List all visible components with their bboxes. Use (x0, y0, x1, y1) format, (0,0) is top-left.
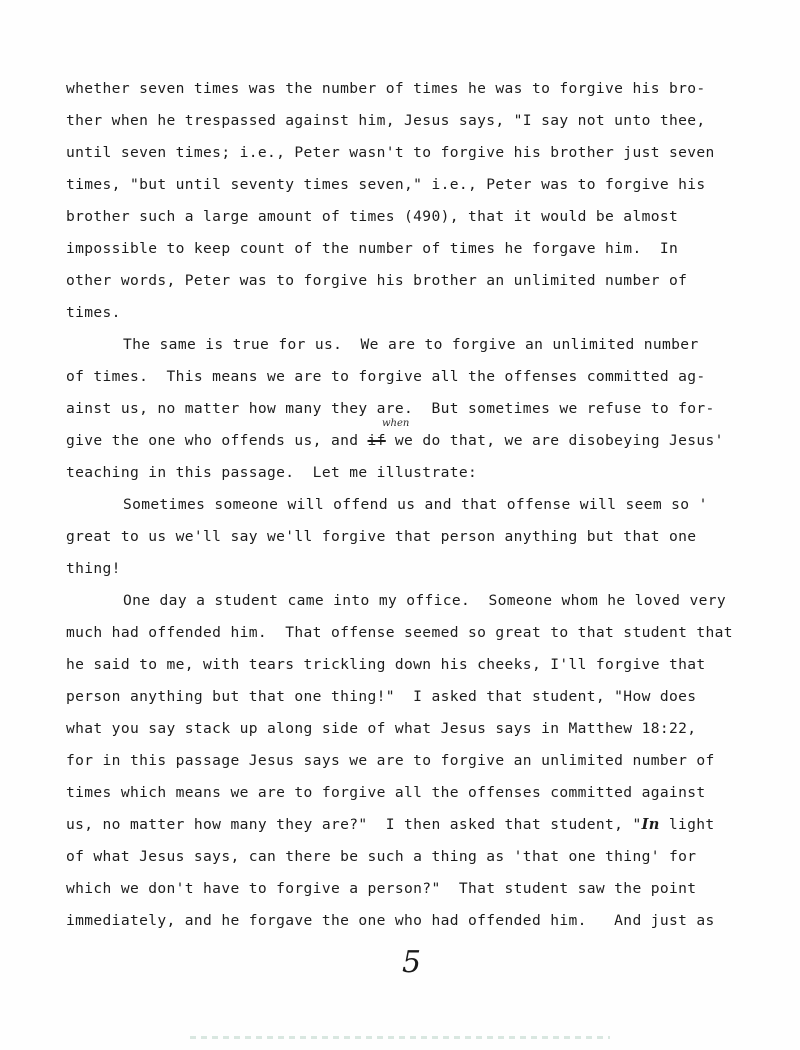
text-line-15: great to us we'll say we'll forgive that person anything but that one (66, 528, 697, 545)
text-line-23: times which means we are to forgive all the offenses committed against (66, 784, 706, 801)
text-line-11: ainst us, no matter how many they are. But sometimes we refuse to for- (66, 400, 715, 417)
text-line-27: immediately, and he forgave the one who had offended him. And just as (66, 912, 715, 929)
text-line-20: person anything but that one thing!" I asked that student, "How does (66, 688, 697, 705)
text-line-12 (66, 432, 724, 450)
struck-word-if: if (367, 432, 386, 449)
text-line-9: The same is true for us. We are to forgive an unlimited number (123, 336, 699, 353)
text-line-3: until seven times; i.e., Peter wasn't to forgive his brother just seven (66, 144, 715, 161)
text-line-12-start: give the one who offends us, and (66, 432, 368, 449)
text-line-16: thing! (66, 560, 121, 577)
text-line-6: impossible to keep count of the number of times he forgave him. In (66, 240, 679, 257)
text-line-2: ther when he trespassed against him, Jesus says, "I say not unto thee, (66, 112, 706, 129)
text-line-10: of times. This means we are to forgive all the offenses committed ag- (66, 368, 706, 385)
text-line-12-end: we do that, we are disobeying Jesus' (385, 432, 724, 449)
scan-edge-artifact (190, 1036, 610, 1039)
text-line-1: whether seven times was the number of times he was to forgive his bro- (66, 80, 706, 97)
text-line-4: times, "but until seventy times seven," i.e., Peter was to forgive his (66, 176, 706, 193)
text-line-7: other words, Peter was to forgive his brother an unlimited number of (66, 272, 688, 289)
text-line-13: teaching in this passage. Let me illustrate: (66, 464, 478, 481)
text-line-24-start: us, no matter how many they are?" I then asked that student, " (66, 816, 642, 833)
handwritten-correction-in: In (641, 816, 660, 833)
text-line-24-end: light (659, 816, 715, 833)
page-number: 5 (402, 945, 422, 980)
text-line-25: of what Jesus says, can there be such a thing as 'that one thing' for (66, 848, 697, 865)
text-line-21: what you say stack up along side of what Jesus says in Matthew 18:22, (66, 720, 697, 737)
text-line-19: he said to me, with tears trickling down his cheeks, I'll forgive that (66, 656, 706, 673)
text-line-24 (66, 816, 715, 834)
text-line-14: Sometimes someone will offend us and that offense will seem so ' (123, 496, 708, 513)
text-line-22: for in this passage Jesus says we are to forgive an unlimited number of (66, 752, 715, 769)
handwritten-insert-when: when (382, 418, 410, 429)
text-line-17: One day a student came into my office. Someone whom he loved very (123, 592, 726, 609)
text-line-18: much had offended him. That offense seemed so great to that student that (66, 624, 733, 641)
text-line-8: times. (66, 304, 121, 321)
text-line-5: brother such a large amount of times (490), that it would be almost (66, 208, 679, 225)
text-line-26: which we don't have to forgive a person?" That student saw the point (66, 880, 697, 897)
